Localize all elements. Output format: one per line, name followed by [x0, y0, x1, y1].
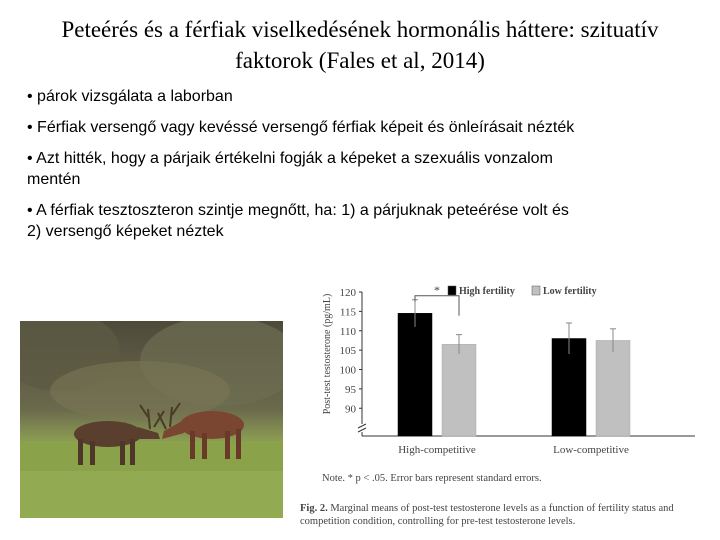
bar: [398, 313, 432, 436]
y-tick-label: 105: [339, 345, 356, 358]
legend-label: High fertility: [459, 286, 515, 297]
bullet-item: • Férfiak versengő vagy kevéssé versengő férfiak képeit és önleírásait nézték: [27, 117, 587, 138]
y-tick-label: 120: [339, 287, 356, 299]
caption-line: Marginal means of post-test testosterone levels as a function of fertility status and: [330, 503, 674, 514]
significance-bracket: [415, 296, 459, 316]
x-tick-label: Low-competitive: [553, 444, 629, 456]
bullet-item: • Azt hitték, hogy a párjaik értékelni fogják a képeket a szexuális vonzalom mentén: [27, 148, 587, 190]
testosterone-bar-chart: [300, 282, 720, 540]
legend-swatch: [448, 286, 456, 295]
figure-caption: [300, 503, 674, 527]
axis-break-mark: [358, 428, 366, 432]
legend-swatch: [532, 286, 540, 295]
bullet-list: [27, 86, 587, 252]
axis-break-mark: [358, 424, 366, 428]
bar: [442, 344, 476, 436]
bullet-item: • párok vizsgálata a laborban: [27, 86, 587, 107]
slide-title: Peteérés és a férfiak viselkedésének hormonális háttere: szituatív faktorok (Fales et al, 2014): [61, 17, 659, 73]
bullet-item: • A férfiak tesztoszteron szintje megnőtt, ha: 1) a párjuknak peteérése volt és 2) versengő képeket néztek: [27, 200, 587, 242]
y-axis-label: Post-test testosterone (pg/mL): [322, 293, 333, 415]
chart-note: Note. * p < .05. Error bars represent standard errors.: [322, 473, 542, 484]
y-tick-label: 95: [345, 383, 356, 396]
caption-line: competition condition, controlling for pre-test testosterone levels.: [300, 516, 576, 527]
significance-marker: *: [434, 282, 440, 297]
y-tick-label: 100: [339, 364, 356, 377]
x-tick-label: High-competitive: [398, 444, 476, 456]
y-tick-label: 110: [339, 325, 356, 338]
caption-fig-number: Fig. 2.: [300, 503, 331, 514]
bar: [596, 340, 630, 436]
y-tick-label: 90: [345, 403, 356, 416]
deer-photo: [20, 321, 283, 518]
legend-label: Low fertility: [543, 286, 597, 297]
y-tick-label: 115: [339, 306, 356, 319]
